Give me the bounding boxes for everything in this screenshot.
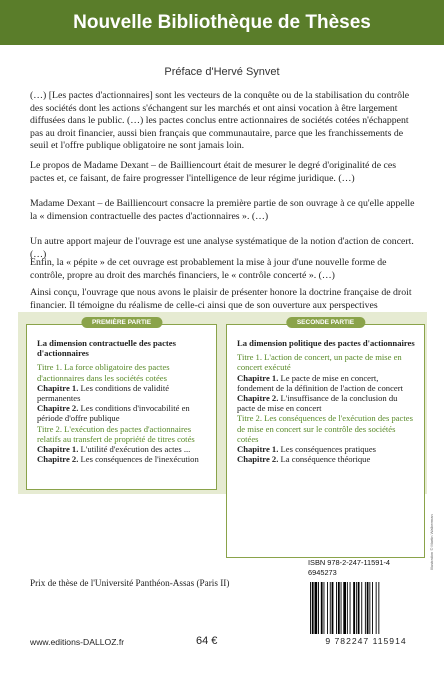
series-title: Nouvelle Bibliothèque de Thèses bbox=[73, 12, 371, 33]
preface-paragraph-1: (…) [Les pactes d'actionnaires] sont les vecteurs de la conquête ou de la stabilisation du contrôle des sociétés dont les actions s'échangent sur les marchés et ont ainsi vocation à être largement diffusées dans le public. (…) les pactes conclus entre actionnaires de sociétés cotées n'échappent pas au droit financier, aussi bien français que communautaire, parce que les franchissements de seuil et l'offre publique obligatoire ne sont jamais loin. bbox=[30, 90, 410, 152]
part-one-tab: PREMIÈRE PARTIE bbox=[81, 317, 162, 328]
part-two-title: La dimension politique des pactes d'actionnaires bbox=[237, 338, 415, 348]
isbn-block bbox=[308, 558, 424, 654]
part-one-titre-1: Titre 1. La force obligatoire des pactes d'actionnaires dans les sociétés cotées bbox=[37, 362, 170, 383]
part-one-box bbox=[26, 319, 217, 490]
part-two-titre-1: Titre 1. L'action de concert, un pacte de mise en concert exécuté bbox=[237, 352, 402, 373]
part-two-titre-2: Titre 2. Les conséquences de l'exécution des pactes de mise en concert sur le contrôle des sociétés cotées bbox=[237, 413, 413, 444]
part-one-titre-2: Titre 2. L'exécution des pactes d'actionnaires relatifs au transfert de propriété de titres cotés bbox=[37, 423, 195, 444]
preface-paragraph-3: Madame Dexant – de Bailliencourt consacre la première partie de son ouvrage à ce qu'elle appelle la « dimension contractuelle des pactes d'actionnaires ». (…) bbox=[30, 198, 415, 222]
isbn-text: ISBN 978-2-247-11591-4 bbox=[308, 558, 391, 567]
preface-title: Préface d'Hervé Synvet bbox=[164, 66, 280, 78]
header-bar bbox=[0, 0, 444, 45]
part-two-t2-chapter-2: Chapitre 2. La conséquence théorique bbox=[237, 454, 371, 465]
illustration-credit: Illustration © Martin Walkerman bbox=[429, 514, 434, 570]
website-link[interactable]: www.editions-DALLOZ.fr bbox=[30, 637, 125, 647]
preface-paragraph-2: Le propos de Madame Dexant – de Bailliencourt était de mesurer le degré d'originalité de ces pactes et, ce faisant, de faire progresser l'intelligence de leur régime juridique. (…) bbox=[30, 160, 397, 184]
internal-code: 6945273 bbox=[308, 568, 337, 577]
part-one-t1-chapter-1: Chapitre 1. Les conditions de validité permanentes bbox=[37, 382, 170, 404]
part-two-box bbox=[226, 319, 425, 558]
part-two-t1-chapter-2: Chapitre 2. L'insuffisance de la conclusion du pacte de mise en concert bbox=[237, 393, 398, 414]
preface-paragraph-6: Ainsi conçu, l'ouvrage que nous avons le plaisir de présenter honore la doctrine française de droit financier. Il témoigne du réalisme de celle-ci ainsi que de son ouverture aux perspectives bbox=[30, 287, 412, 311]
part-two-t1-chapter-1: Chapitre 1. Le pacte de mise en concert, fondement de la définition de l'action de concert bbox=[237, 372, 403, 393]
part-one-title: La dimension contractuelle des pactes d'actionnaires bbox=[37, 338, 176, 359]
part-one-t1-chapter-2: Chapitre 2. Les conditions d'invocabilité en période d'offre publique bbox=[37, 403, 190, 424]
barcode-number: 9 782247 115914 bbox=[325, 636, 407, 646]
part-one-t2-chapter-2: Chapitre 2. Les conséquences de l'inexécution bbox=[37, 454, 199, 465]
part-two-tab: SECONDE PARTIE bbox=[286, 317, 365, 328]
barcode bbox=[308, 582, 422, 634]
preface-paragraph-5: Enfin, la « pépite » de cet ouvrage est probablement la mise à jour d'une nouvelle forme de contrôle, propre au droit des marchés financiers, le « contrôle concerté ». (…) bbox=[30, 257, 387, 281]
thesis-prize: Prix de thèse de l'Université Panthéon-Assas (Paris II) bbox=[30, 578, 230, 588]
part-two-t2-chapter-1: Chapitre 1. Les conséquences pratiques bbox=[237, 444, 376, 455]
preface-paragraph-4: Un autre apport majeur de l'ouvrage est une analyse systématique de la notion d'action de concert. (…) bbox=[30, 236, 414, 260]
book-price: 64 € bbox=[196, 635, 218, 647]
part-one-t2-chapter-1: Chapitre 1. L'utilité d'exécution des actes ... bbox=[37, 444, 191, 455]
